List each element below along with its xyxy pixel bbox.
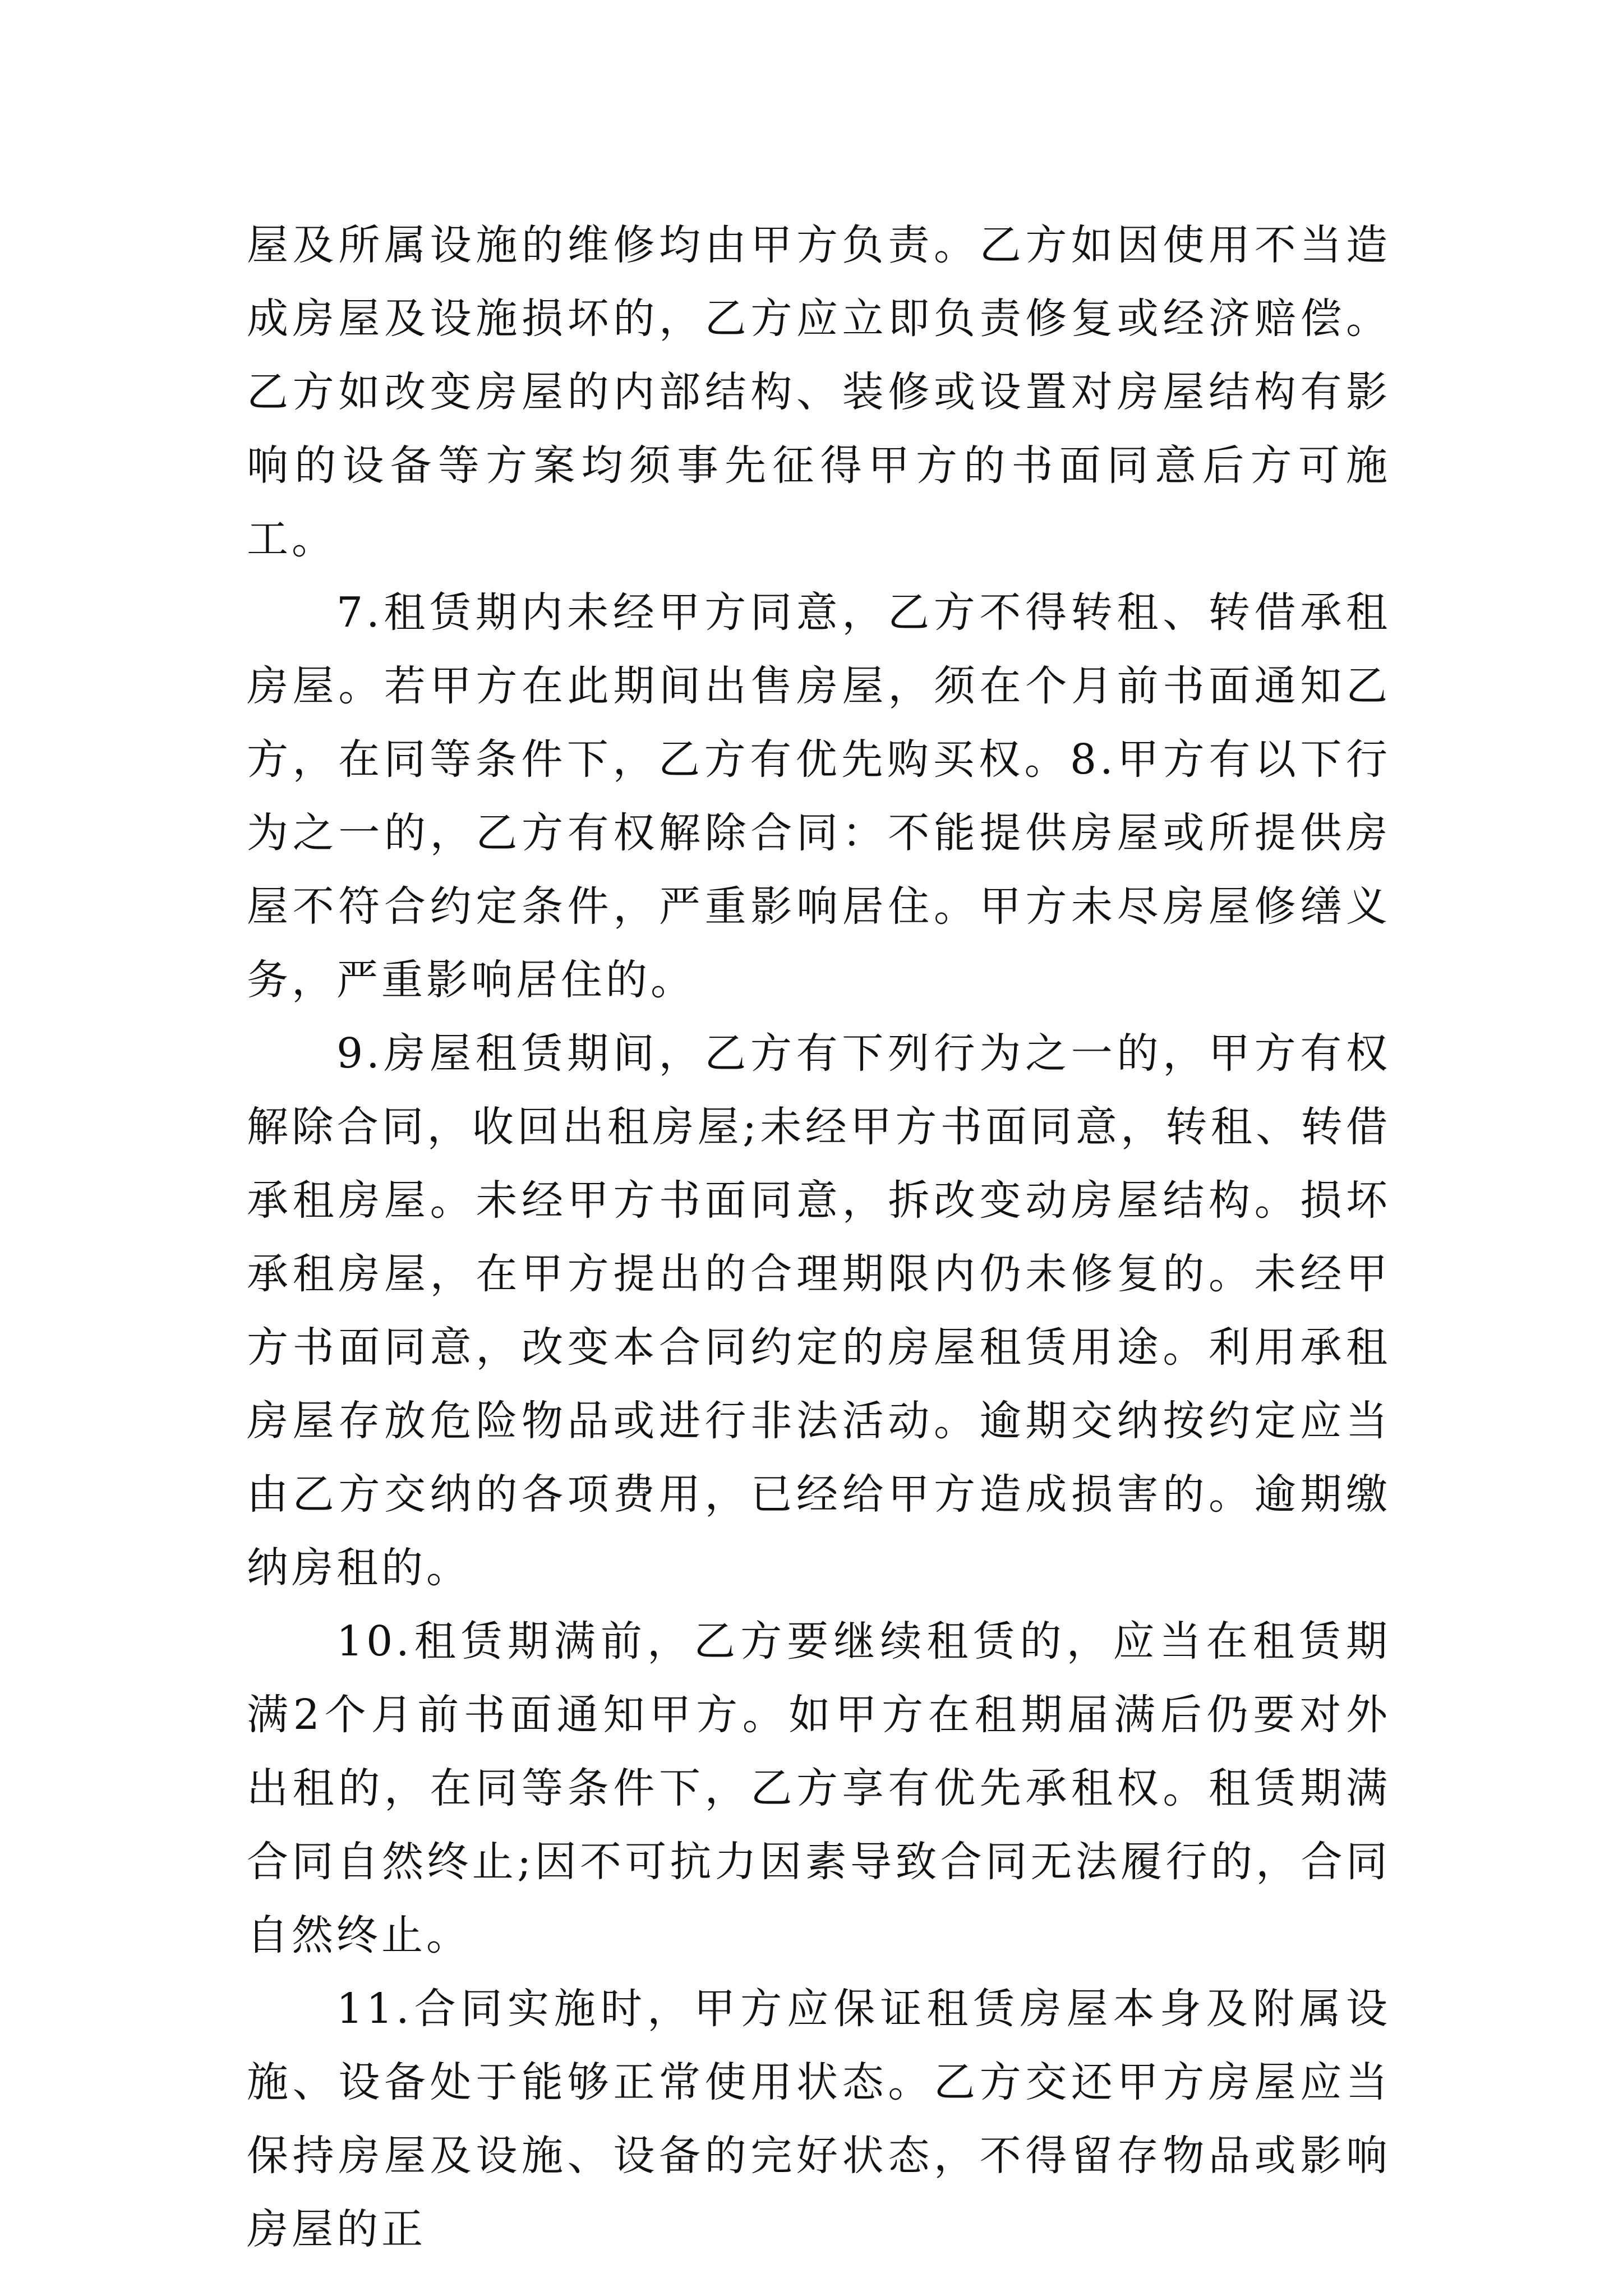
paragraph-clause-10: 10.租赁期满前，乙方要继续租赁的，应当在租赁期满2个月前书面通知甲方。如甲方在租期届满后仍要对外出租的，在同等条件下，乙方享有优先承租权。租赁期满合同自然终止;因不可抗力因素导致合同无法履行的，合同自然终止。 xyxy=(247,1617,1391,1959)
paragraph-continuation: 屋及所属设施的维修均由甲方负责。乙方如因使用不当造成房屋及设施损坏的，乙方应立即负责修复或经济赔偿。乙方如改变房屋的内部结构、装修或设置对房屋结构有影响的设备等方案均须事先征得甲方的书面同意后方可施工。 xyxy=(247,221,1391,563)
paragraph-clause-11: 11.合同实施时，甲方应保证租赁房屋本身及附属设施、设备处于能够正常使用状态。乙方交还甲方房屋应当保持房屋及设施、设备的完好状态，不得留存物品或影响房屋的正 xyxy=(247,1985,1391,2253)
paragraph-clause-9: 9.房屋租赁期间，乙方有下列行为之一的，甲方有权解除合同，收回出租房屋;未经甲方书面同意，转租、转借承租房屋。未经甲方书面同意，拆改变动房屋结构。损坏承租房屋，在甲方提出的合理期限内仍未修复的。未经甲方书面同意，改变本合同约定的房屋租赁用途。利用承租房屋存放危险物品或进行非法活动。逾期交纳按约定应当由乙方交纳的各项费用，已经给甲方造成损害的。逾期缴纳房租的。 xyxy=(247,1029,1391,1592)
paragraph-clause-7-8: 7.租赁期内未经甲方同意，乙方不得转租、转借承租房屋。若甲方在此期间出售房屋，须在个月前书面通知乙方，在同等条件下，乙方有优先购买权。8.甲方有以下行为之一的，乙方有权解除合同：不能提供房屋或所提供房屋不符合约定条件，严重影响居住。甲方未尽房屋修缮义务，严重影响居住的。 xyxy=(247,588,1391,1004)
document-body xyxy=(247,209,1391,2266)
